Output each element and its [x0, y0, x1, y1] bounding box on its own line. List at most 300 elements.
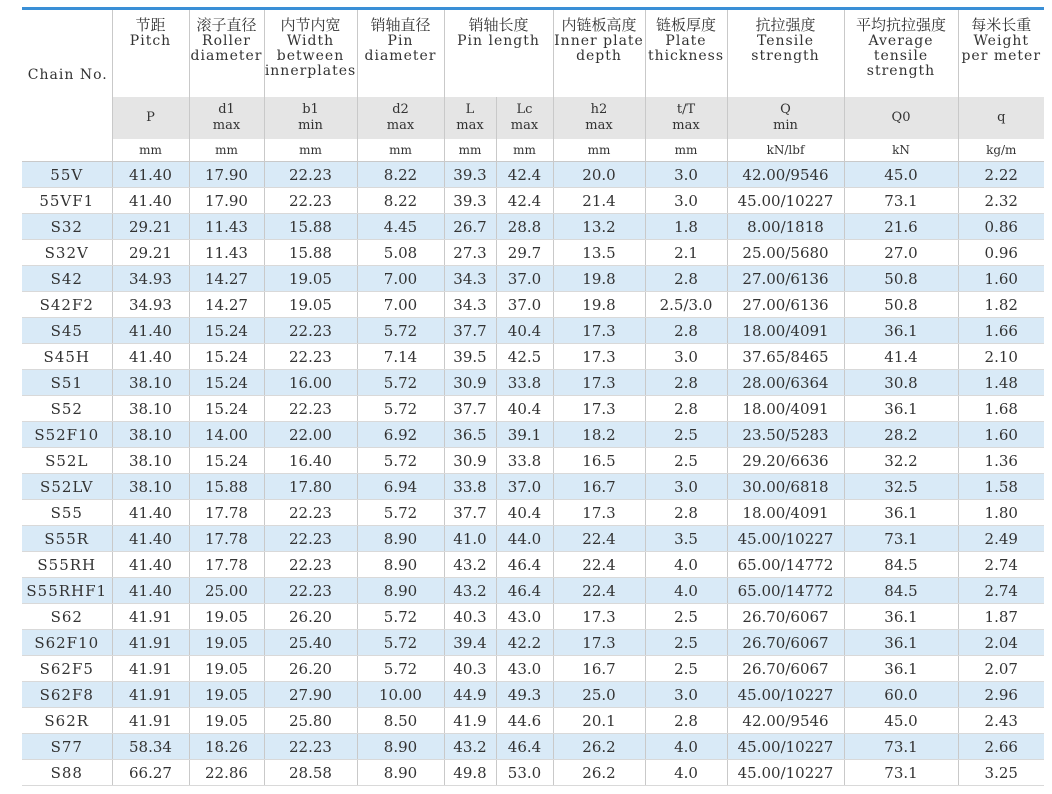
table-cell: 41.40	[112, 162, 189, 188]
header-en-label: Plate thickness	[647, 33, 725, 64]
symbol-cell: Q0	[844, 97, 958, 139]
table-cell: 19.05	[189, 682, 264, 708]
table-cell: 40.3	[444, 604, 496, 630]
table-cell: 22.4	[553, 526, 645, 552]
table-cell: 21.6	[844, 214, 958, 240]
header-cn-label: 内链板高度	[561, 16, 637, 34]
table-cell: 4.0	[645, 578, 727, 604]
unit-cell: mm	[357, 139, 444, 162]
header-row-symbols	[22, 97, 1044, 139]
header-cn-label: 销轴长度	[468, 16, 529, 34]
table-cell: 22.23	[264, 188, 357, 214]
table-cell: 25.00/5680	[727, 240, 844, 266]
table-cell: 1.80	[958, 500, 1044, 526]
table-cell: 2.66	[958, 734, 1044, 760]
symbol-cell: b1 min	[264, 97, 357, 139]
table-row	[22, 500, 1044, 526]
table-cell: 1.60	[958, 422, 1044, 448]
table-cell: 38.10	[112, 448, 189, 474]
table-cell: 21.4	[553, 188, 645, 214]
table-cell: 73.1	[844, 760, 958, 786]
table-cell: 5.72	[357, 500, 444, 526]
table-cell: 50.8	[844, 292, 958, 318]
table-cell: 42.2	[496, 630, 553, 656]
table-row	[22, 630, 1044, 656]
table-cell: 34.93	[112, 292, 189, 318]
table-cell: 73.1	[844, 734, 958, 760]
table-cell: 17.3	[553, 604, 645, 630]
table-cell: 39.3	[444, 188, 496, 214]
table-row	[22, 526, 1044, 552]
table-cell: 13.2	[553, 214, 645, 240]
table-cell: 46.4	[496, 578, 553, 604]
unit-cell: kg/m	[958, 139, 1044, 162]
table-body	[22, 10, 1044, 786]
table-cell: 1.68	[958, 396, 1044, 422]
header-en-label: Weight per meter	[961, 33, 1042, 64]
header-en-label: Tensile strength	[751, 33, 820, 64]
header-tensile-strength	[727, 10, 844, 97]
table-cell: 45.00/10227	[727, 526, 844, 552]
table-cell: 2.8	[645, 266, 727, 292]
unit-cell: mm	[189, 139, 264, 162]
table-cell: 7.00	[357, 292, 444, 318]
table-cell: 3.5	[645, 526, 727, 552]
table-cell: 73.1	[844, 526, 958, 552]
table-cell: 19.05	[189, 604, 264, 630]
table-cell: 38.10	[112, 422, 189, 448]
table-cell: 8.90	[357, 526, 444, 552]
table-cell: 44.9	[444, 682, 496, 708]
table-cell: 36.1	[844, 396, 958, 422]
table-cell: 15.24	[189, 370, 264, 396]
header-en-label: Width between innerplates	[264, 33, 357, 79]
table-cell: 41.40	[112, 500, 189, 526]
table-cell: 2.5	[645, 422, 727, 448]
table-cell: 28.8	[496, 214, 553, 240]
table-cell: 2.8	[645, 370, 727, 396]
table-cell: 19.05	[189, 630, 264, 656]
header-en-label: Pin length	[457, 33, 540, 49]
unit-cell: mm	[264, 139, 357, 162]
table-cell: 25.80	[264, 708, 357, 734]
table-cell: 37.65/8465	[727, 344, 844, 370]
table-cell: 8.90	[357, 760, 444, 786]
header-cn-label: 抗拉强度	[755, 16, 816, 34]
table-cell: 22.23	[264, 396, 357, 422]
table-cell: 84.5	[844, 578, 958, 604]
table-cell: 18.00/4091	[727, 500, 844, 526]
table-cell: 53.0	[496, 760, 553, 786]
unit-cell: mm	[553, 139, 645, 162]
table-cell: 6.94	[357, 474, 444, 500]
chain-no-cell: S52F10	[22, 422, 112, 448]
table-cell: 28.58	[264, 760, 357, 786]
table-cell: 13.5	[553, 240, 645, 266]
table-cell: 41.40	[112, 318, 189, 344]
table-cell: 29.21	[112, 214, 189, 240]
table-cell: 41.4	[844, 344, 958, 370]
header-pin-length	[444, 10, 553, 97]
unit-cell: mm	[112, 139, 189, 162]
table-cell: 50.8	[844, 266, 958, 292]
table-cell: 19.8	[553, 292, 645, 318]
table-row	[22, 552, 1044, 578]
chain-no-cell: S55RHF1	[22, 578, 112, 604]
table-cell: 43.2	[444, 552, 496, 578]
chain-no-label: Chain No.	[27, 66, 108, 83]
table-cell: 38.10	[112, 396, 189, 422]
table-cell: 2.8	[645, 500, 727, 526]
chain-no-cell: S62	[22, 604, 112, 630]
table-cell: 2.8	[645, 396, 727, 422]
table-cell: 10.00	[357, 682, 444, 708]
chain-no-cell: 55VF1	[22, 188, 112, 214]
table-cell: 18.00/4091	[727, 318, 844, 344]
header-en-label: Inner plate depth	[554, 33, 644, 64]
table-cell: 17.3	[553, 344, 645, 370]
table-cell: 22.23	[264, 344, 357, 370]
table-cell: 5.72	[357, 318, 444, 344]
table-cell: 3.0	[645, 188, 727, 214]
table-cell: 30.9	[444, 448, 496, 474]
table-cell: 42.4	[496, 188, 553, 214]
table-cell: 19.05	[264, 266, 357, 292]
table-cell: 22.23	[264, 552, 357, 578]
table-cell: 33.8	[444, 474, 496, 500]
table-cell: 1.66	[958, 318, 1044, 344]
chain-no-cell: S32V	[22, 240, 112, 266]
table-cell: 19.8	[553, 266, 645, 292]
table-cell: 65.00/14772	[727, 552, 844, 578]
table-cell: 37.7	[444, 318, 496, 344]
table-cell: 42.4	[496, 162, 553, 188]
table-cell: 41.9	[444, 708, 496, 734]
table-cell: 41.40	[112, 344, 189, 370]
table-cell: 26.2	[553, 734, 645, 760]
table-cell: 84.5	[844, 552, 958, 578]
chain-no-cell: S42	[22, 266, 112, 292]
table-row	[22, 292, 1044, 318]
table-cell: 41.0	[444, 526, 496, 552]
symbol-cell: Lc max	[496, 97, 553, 139]
table-cell: 2.96	[958, 682, 1044, 708]
chain-no-cell: S52L	[22, 448, 112, 474]
table-cell: 8.00/1818	[727, 214, 844, 240]
table-cell: 5.72	[357, 370, 444, 396]
table-cell: 38.10	[112, 474, 189, 500]
chain-no-cell: S52LV	[22, 474, 112, 500]
table-cell: 16.7	[553, 656, 645, 682]
header-inner-plate-depth	[553, 10, 645, 97]
table-cell: 8.90	[357, 552, 444, 578]
chain-no-cell: S62F10	[22, 630, 112, 656]
table-cell: 1.60	[958, 266, 1044, 292]
chain-no-cell: S52	[22, 396, 112, 422]
symbol-cell: q	[958, 97, 1044, 139]
table-cell: 49.3	[496, 682, 553, 708]
symbol-cell: d2 max	[357, 97, 444, 139]
table-cell: 36.5	[444, 422, 496, 448]
chain-no-cell: 55V	[22, 162, 112, 188]
table-cell: 3.25	[958, 760, 1044, 786]
table-cell: 17.78	[189, 500, 264, 526]
table-cell: 40.4	[496, 396, 553, 422]
table-cell: 37.0	[496, 292, 553, 318]
table-cell: 33.8	[496, 370, 553, 396]
table-cell: 29.20/6636	[727, 448, 844, 474]
table-cell: 2.8	[645, 318, 727, 344]
table-cell: 26.7	[444, 214, 496, 240]
table-cell: 22.23	[264, 500, 357, 526]
chain-spec-table	[22, 10, 1044, 786]
symbol-cell: h2 max	[553, 97, 645, 139]
table-cell: 15.24	[189, 448, 264, 474]
table-cell: 17.3	[553, 630, 645, 656]
header-cn-label: 节距	[135, 16, 166, 34]
table-cell: 17.3	[553, 370, 645, 396]
table-cell: 15.88	[264, 214, 357, 240]
table-row	[22, 396, 1044, 422]
table-cell: 22.23	[264, 162, 357, 188]
table-cell: 17.90	[189, 162, 264, 188]
unit-cell-blank	[22, 139, 112, 162]
table-cell: 36.1	[844, 656, 958, 682]
table-cell: 30.9	[444, 370, 496, 396]
table-cell: 36.1	[844, 604, 958, 630]
table-cell: 2.22	[958, 162, 1044, 188]
table-cell: 45.00/10227	[727, 682, 844, 708]
table-cell: 27.0	[844, 240, 958, 266]
table-cell: 60.0	[844, 682, 958, 708]
table-cell: 2.32	[958, 188, 1044, 214]
table-cell: 25.40	[264, 630, 357, 656]
table-cell: 14.27	[189, 266, 264, 292]
table-cell: 26.70/6067	[727, 656, 844, 682]
table-row	[22, 604, 1044, 630]
table-row	[22, 760, 1044, 786]
header-roller-diameter	[189, 10, 264, 97]
table-cell: 2.5	[645, 656, 727, 682]
table-cell: 4.0	[645, 734, 727, 760]
table-cell: 19.05	[189, 656, 264, 682]
table-cell: 41.91	[112, 604, 189, 630]
symbol-cell: t/T max	[645, 97, 727, 139]
table-cell: 41.40	[112, 188, 189, 214]
table-cell: 8.22	[357, 162, 444, 188]
table-cell: 27.00/6136	[727, 292, 844, 318]
header-cn-label: 内节内宽	[280, 16, 341, 34]
table-row	[22, 162, 1044, 188]
table-cell: 28.2	[844, 422, 958, 448]
table-cell: 27.90	[264, 682, 357, 708]
table-cell: 1.8	[645, 214, 727, 240]
table-cell: 25.00	[189, 578, 264, 604]
table-cell: 17.80	[264, 474, 357, 500]
table-cell: 4.0	[645, 552, 727, 578]
table-cell: 36.1	[844, 630, 958, 656]
table-cell: 30.00/6818	[727, 474, 844, 500]
header-en-label: Roller diameter	[190, 33, 263, 64]
table-cell: 5.08	[357, 240, 444, 266]
table-cell: 2.10	[958, 344, 1044, 370]
table-cell: 17.3	[553, 500, 645, 526]
table-cell: 3.0	[645, 344, 727, 370]
table-cell: 17.78	[189, 552, 264, 578]
table-cell: 34.3	[444, 292, 496, 318]
symbol-cell: L max	[444, 97, 496, 139]
table-cell: 16.5	[553, 448, 645, 474]
table-cell: 45.00/10227	[727, 734, 844, 760]
table-cell: 2.5	[645, 448, 727, 474]
table-cell: 26.20	[264, 604, 357, 630]
chain-no-cell: S55	[22, 500, 112, 526]
chain-no-cell: S55R	[22, 526, 112, 552]
table-cell: 42.00/9546	[727, 708, 844, 734]
table-cell: 17.3	[553, 396, 645, 422]
table-cell: 28.00/6364	[727, 370, 844, 396]
header-cn-label: 平均抗拉强度	[855, 16, 946, 34]
table-cell: 1.36	[958, 448, 1044, 474]
table-cell: 16.00	[264, 370, 357, 396]
table-cell: 2.07	[958, 656, 1044, 682]
table-cell: 3.0	[645, 474, 727, 500]
table-cell: 41.91	[112, 682, 189, 708]
table-cell: 5.72	[357, 630, 444, 656]
table-cell: 41.91	[112, 630, 189, 656]
table-cell: 22.23	[264, 318, 357, 344]
table-cell: 14.00	[189, 422, 264, 448]
table-cell: 44.0	[496, 526, 553, 552]
table-row	[22, 214, 1044, 240]
chain-no-cell: S55RH	[22, 552, 112, 578]
header-cn-label: 销轴直径	[370, 16, 431, 34]
chain-no-cell: S88	[22, 760, 112, 786]
table-cell: 0.96	[958, 240, 1044, 266]
table-cell: 22.23	[264, 526, 357, 552]
table-cell: 29.7	[496, 240, 553, 266]
table-row	[22, 188, 1044, 214]
table-cell: 45.0	[844, 162, 958, 188]
table-cell: 26.70/6067	[727, 604, 844, 630]
table-cell: 39.3	[444, 162, 496, 188]
table-cell: 7.00	[357, 266, 444, 292]
table-cell: 6.92	[357, 422, 444, 448]
header-inner-width	[264, 10, 357, 97]
table-cell: 44.6	[496, 708, 553, 734]
table-cell: 19.05	[264, 292, 357, 318]
header-average-tensile-strength	[844, 10, 958, 97]
table-cell: 5.72	[357, 604, 444, 630]
table-cell: 42.00/9546	[727, 162, 844, 188]
header-pitch	[112, 10, 189, 97]
table-cell: 73.1	[844, 188, 958, 214]
header-cn-label: 链板厚度	[655, 16, 716, 34]
table-cell: 45.00/10227	[727, 760, 844, 786]
table-cell: 22.86	[189, 760, 264, 786]
table-cell: 38.10	[112, 370, 189, 396]
unit-cell: mm	[645, 139, 727, 162]
table-cell: 2.5	[645, 630, 727, 656]
table-cell: 2.8	[645, 708, 727, 734]
table-cell: 37.7	[444, 500, 496, 526]
table-row	[22, 318, 1044, 344]
table-cell: 26.20	[264, 656, 357, 682]
chain-no-cell: S51	[22, 370, 112, 396]
table-cell: 41.91	[112, 656, 189, 682]
table-cell: 43.0	[496, 656, 553, 682]
table-cell: 29.21	[112, 240, 189, 266]
table-cell: 49.8	[444, 760, 496, 786]
table-cell: 41.91	[112, 708, 189, 734]
chain-no-cell: S45H	[22, 344, 112, 370]
table-row	[22, 708, 1044, 734]
table-row	[22, 474, 1044, 500]
table-cell: 16.7	[553, 474, 645, 500]
table-row	[22, 240, 1044, 266]
table-row	[22, 682, 1044, 708]
unit-cell: mm	[444, 139, 496, 162]
table-cell: 2.04	[958, 630, 1044, 656]
table-cell: 8.90	[357, 578, 444, 604]
table-cell: 17.3	[553, 318, 645, 344]
table-cell: 26.70/6067	[727, 630, 844, 656]
table-cell: 2.43	[958, 708, 1044, 734]
table-cell: 14.27	[189, 292, 264, 318]
table-cell: 1.48	[958, 370, 1044, 396]
table-row	[22, 448, 1044, 474]
table-cell: 40.4	[496, 500, 553, 526]
table-cell: 37.0	[496, 266, 553, 292]
unit-cell: kN/lbf	[727, 139, 844, 162]
table-cell: 40.4	[496, 318, 553, 344]
unit-cell: mm	[496, 139, 553, 162]
table-cell: 66.27	[112, 760, 189, 786]
unit-cell: kN	[844, 139, 958, 162]
table-cell: 8.90	[357, 734, 444, 760]
table-cell: 1.87	[958, 604, 1044, 630]
header-row-names	[22, 10, 1044, 97]
table-cell: 3.0	[645, 682, 727, 708]
symbol-cell: P	[112, 97, 189, 139]
symbol-cell: d1 max	[189, 97, 264, 139]
table-cell: 42.5	[496, 344, 553, 370]
table-row	[22, 656, 1044, 682]
chain-no-cell: S62F5	[22, 656, 112, 682]
table-cell: 4.45	[357, 214, 444, 240]
table-cell: 27.00/6136	[727, 266, 844, 292]
table-cell: 34.3	[444, 266, 496, 292]
table-cell: 11.43	[189, 240, 264, 266]
table-cell: 40.3	[444, 656, 496, 682]
table-cell: 5.72	[357, 396, 444, 422]
table-cell: 41.40	[112, 578, 189, 604]
table-cell: 46.4	[496, 734, 553, 760]
table-cell: 39.4	[444, 630, 496, 656]
table-cell: 22.00	[264, 422, 357, 448]
table-cell: 43.0	[496, 604, 553, 630]
symbol-cell: Q min	[727, 97, 844, 139]
table-row	[22, 370, 1044, 396]
table-cell: 15.88	[264, 240, 357, 266]
table-cell: 22.4	[553, 552, 645, 578]
table-cell: 22.23	[264, 578, 357, 604]
table-cell: 5.72	[357, 656, 444, 682]
table-cell: 8.22	[357, 188, 444, 214]
table-cell: 2.1	[645, 240, 727, 266]
table-row	[22, 266, 1044, 292]
header-en-label: Pitch	[129, 33, 172, 49]
